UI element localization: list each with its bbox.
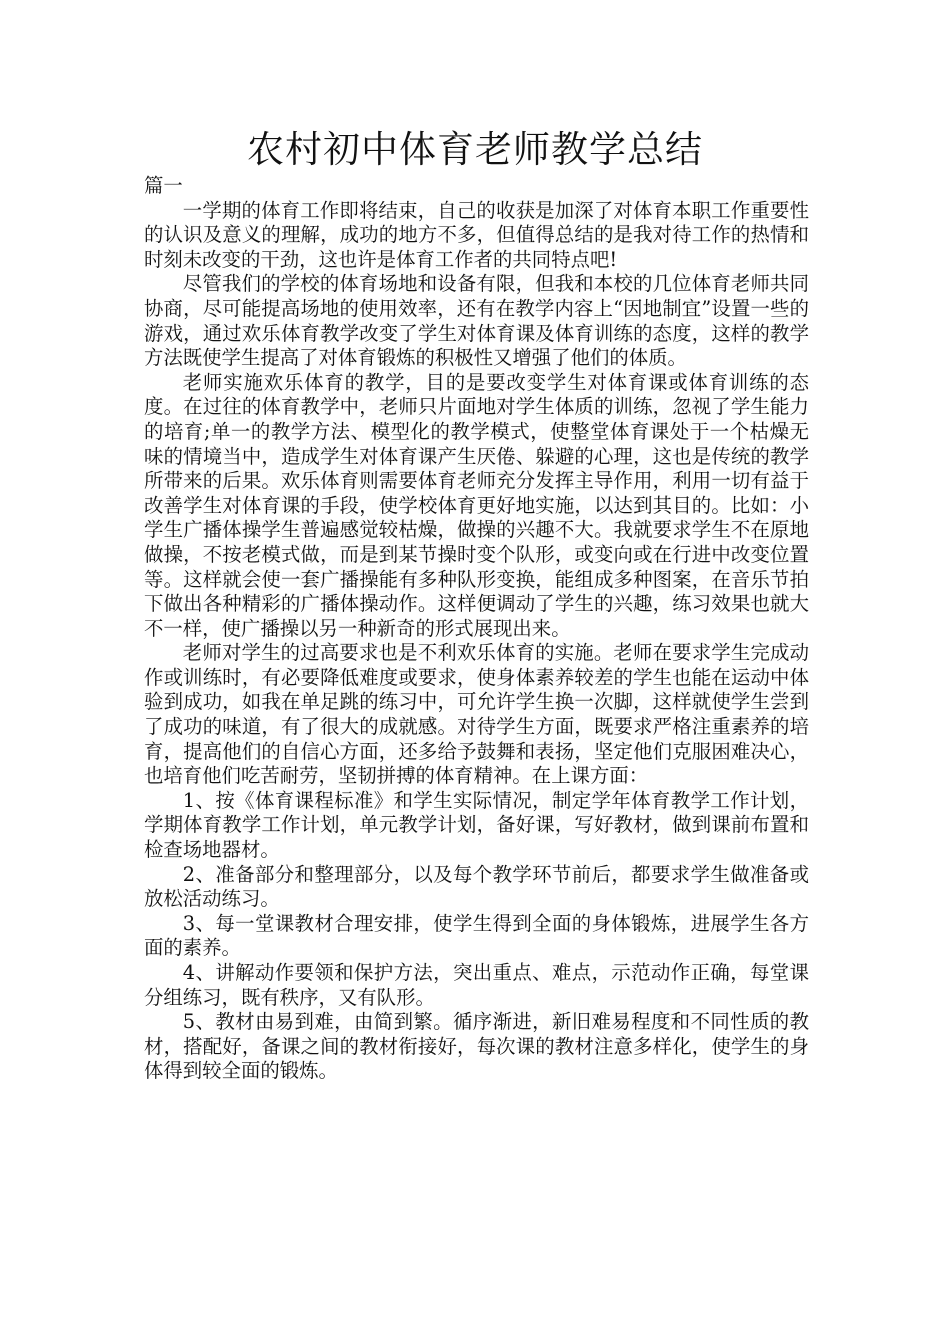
list-item-4: 4、讲解动作要领和保护方法，突出重点、难点，示范动作正确，每堂课分组练习，既有秩序，又有队形。 xyxy=(144,961,809,1009)
paragraph-1: 一学期的体育工作即将结束，自己的收获是加深了对体育本职工作重要性的认识及意义的理解，成功的地方不多，但值得总结的是我对待工作的热情和时刻未改变的干劲，这也许是体育工作者的共同特点吧! xyxy=(144,198,809,271)
list-item-5: 5、教材由易到难，由简到繁。循序渐进，新旧难易程度和不同性质的教材，搭配好，备课之间的教材衔接好，每次课的教材注意多样化，使学生的身体得到较全面的锻炼。 xyxy=(144,1010,809,1083)
section-label: 篇一 xyxy=(144,174,183,197)
document-body xyxy=(144,174,809,1084)
paragraph-4: 老师对学生的过高要求也是不利欢乐体育的实施。老师在要求学生完成动作或训练时，有必要降低难度或要求，使身体素养较差的学生也能在运动中体验到成功，如我在单足跳的练习中，可允许学生换一次脚，这样就使学生尝到了成功的味道，有了很大的成就感。对待学生方面，既要求严格注重素养的培育，提高他们的自信心方面，还多给予鼓舞和表扬，坚定他们克服困难决心，也培育他们吃苦耐劳，坚韧拼搏的体育精神。在上课方面： xyxy=(144,641,809,788)
paragraph-3: 老师实施欢乐体育的教学，目的是要改变学生对体育课或体育训练的态度。在过往的体育教学中，老师只片面地对学生体质的训练，忽视了学生能力的培育;单一的教学方法、模型化的教学模式，使整堂体育课处于一个枯燥无味的情境当中，造成学生对体育课产生厌倦、躲避的心理，这也是传统的教学所带来的后果。欢乐体育则需要体育老师充分发挥主导作用，利用一切有益于改善学生对体育课的手段，使学校体育更好地实施，以达到其目的。比如：小学生广播体操学生普遍感觉较枯燥，做操的兴趣不大。我就要求学生不在原地做操，不按老模式做，而是到某节操时变个队形，或变向或在行进中改变位置等。这样就会使一套广播操能有多种队形变换，能组成多种图案，在音乐节拍下做出各种精彩的广播体操动作。这样便调动了学生的兴趣，练习效果也就大不一样，使广播操以另一种新奇的形式展现出来。 xyxy=(144,370,809,640)
list-item-2: 2、准备部分和整理部分，以及每个教学环节前后，都要求学生做准备或放松活动练习。 xyxy=(144,862,809,911)
list-item-3: 3、每一堂课教材合理安排，使学生得到全面的身体锻炼，进展学生各方面的素养。 xyxy=(144,911,809,960)
list-item-1: 1、按《体育课程标准》和学生实际情况，制定学年体育教学工作计划，学期体育教学工作计划，单元教学计划，备好课，写好教材，做到课前布置和检查场地器材。 xyxy=(144,788,809,862)
document-title: 农村初中体育老师教学总结 xyxy=(247,128,703,171)
paragraph-2: 尽管我们的学校的体育场地和设备有限，但我和本校的几位体育老师共同协商，尽可能提高场地的使用效率，还有在教学内容上“因地制宜”设置一些的游戏，通过欢乐体育教学改变了学生对体育课及体育训练的态度，这样的教学方法既使学生提高了对体育锻炼的积极性又增强了他们的体质。 xyxy=(144,272,809,370)
